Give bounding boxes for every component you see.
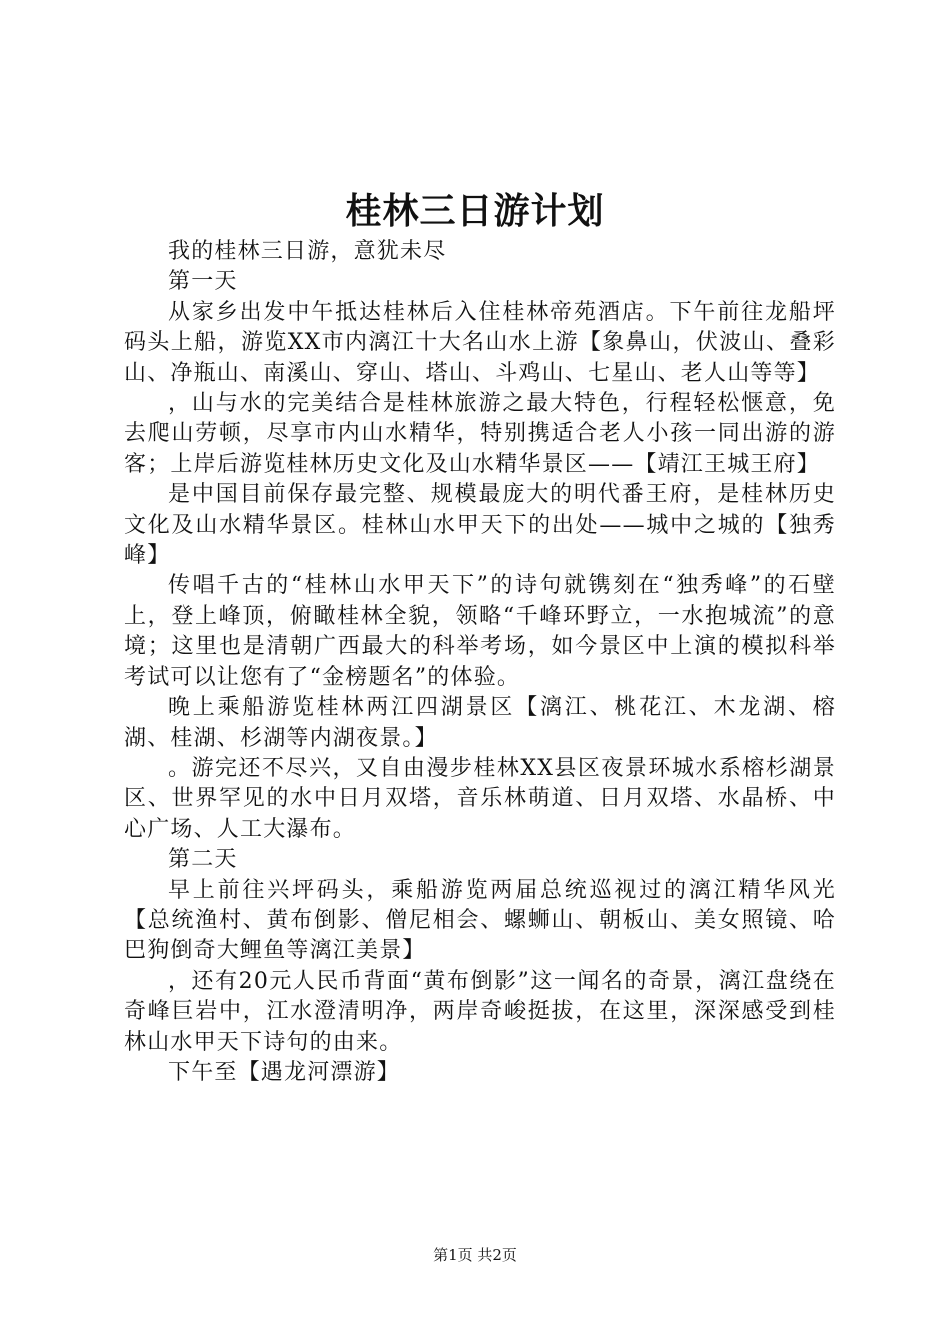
paragraph-intro: 我的桂林三日游，意犹未尽 bbox=[168, 239, 447, 264]
heading-day-one: 第一天 bbox=[168, 269, 238, 295]
paragraph-day-one-palace: 是中国目前保存最完整、规模最庞大的明代番王府，是桂林历史文化及山水精华景区。桂林山水甲天下的出处——城中之城的【独秀峰】 bbox=[124, 482, 836, 569]
paragraph-day-two-li-river: 早上前往兴坪码头，乘船游览两届总统巡视过的漓江精华风光【总统渔村、黄布倒影、僧尼相会、螺蛳山、朝板山、美女照镜、哈巴狗倒奇大鲤鱼等漓江美景】 bbox=[124, 877, 836, 964]
document-title: 桂林三日游计划 bbox=[345, 190, 605, 232]
paragraph-day-one-night-walk: 。游完还不尽兴，又自由漫步桂林XX县区夜景环城水系榕杉湖景区、世界罕见的水中日月双塔，音乐林萌道、日月双塔、水晶桥、中心广场、人工大瀑布。 bbox=[124, 755, 836, 842]
paragraph-day-one-mountains: ，山与水的完美结合是桂林旅游之最大特色，行程轻松惬意，免去爬山劳顿，尽享市内山水精华，特别携适合老人小孩一同出游的游客；上岸后游览桂林历史文化及山水精华景区——【靖江王城王府】 bbox=[124, 391, 836, 477]
paragraph-day-one-duxiu-peak: 传唱千古的“桂林山水甲天下”的诗句就镌刻在“独秀峰”的石壁上，登上峰顶，俯瞰桂林全貌，领略“千峰环野立，一水抱城流”的意境；这里也是清朝广西最大的科举考场，如今景区中上演的模拟科举考试可以让您有了“金榜题名”的体验。 bbox=[124, 573, 836, 690]
document-body bbox=[124, 237, 836, 1088]
paragraph-day-one-evening-boat: 晚上乘船游览桂林两江四湖景区【漓江、桃花江、木龙湖、榕湖、桂湖、杉湖等内湖夜景。】 bbox=[124, 695, 836, 751]
heading-day-two: 第二天 bbox=[168, 847, 238, 873]
paragraph-day-two-afternoon: 下午至【遇龙河漂游】 bbox=[168, 1059, 401, 1085]
paragraph-day-two-banknote: ，还有20元人民币背面“黄布倒影”这一闻名的奇景，漓江盘绕在奇峰巨岩中，江水澄清明净，两岸奇峻挺拔，在这里，深深感受到桂林山水甲天下诗句的由来。 bbox=[124, 968, 836, 1055]
paragraph-day-one-arrival: 从家乡出发中午抵达桂林后入住桂林帝苑酒店。下午前往龙船坪码头上船，游览XX市内漓江十大名山水上游【象鼻山，伏波山、叠彩山、净瓶山、南溪山、穿山、塔山、斗鸡山、七星山、老人山等等】 bbox=[124, 299, 836, 386]
page-footer: 第1页 共2页 bbox=[433, 1246, 517, 1264]
